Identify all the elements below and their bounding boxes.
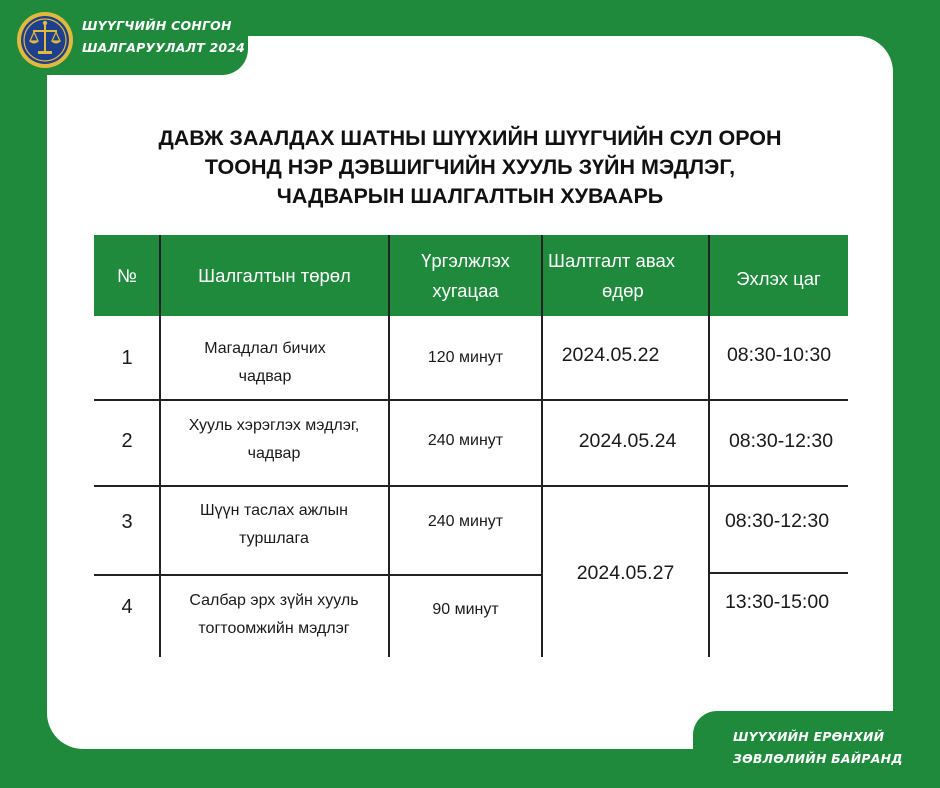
row-divider — [708, 572, 848, 574]
header-duration-line2: хугацаа — [432, 279, 499, 301]
exam-type — [160, 335, 370, 391]
row-number: 2 — [121, 429, 133, 452]
exam-type — [160, 497, 388, 553]
header-number: № — [117, 264, 137, 286]
exam-date: 2024.05.24 — [578, 429, 677, 452]
duration: 120 минут — [427, 349, 504, 366]
row-number: 1 — [121, 346, 133, 369]
duration: 240 минут — [427, 513, 504, 530]
title-line1: ДАВЖ ЗААЛДАХ ШАТНЫ ШҮҮХИЙН ШҮҮГЧИЙН СУЛ ОРОН — [158, 126, 782, 150]
exam-type-line1: Шүүн таслах ажлын — [200, 502, 348, 519]
org-name-line1: ШҮҮГЧИЙН СОНГОН — [82, 18, 232, 33]
row-number: 4 — [121, 595, 133, 618]
exam-type-line2: чадвар — [247, 445, 301, 462]
table-header — [94, 235, 848, 316]
venue — [733, 726, 903, 770]
start-time: 08:30-12:30 — [724, 509, 830, 532]
exam-type-line1: Хууль хэрэглэх мэдлэг, — [188, 417, 360, 434]
footer-badge — [693, 711, 940, 788]
exam-type-line1: Магадлал бичих — [204, 340, 326, 357]
header-duration — [389, 235, 542, 316]
header-exam-date — [542, 235, 709, 316]
title-line2: ТООНД НЭР ДЭВШИГЧИЙН ХУУЛЬ ЗҮЙН МЭДЛЭГ, — [204, 155, 736, 179]
org-name — [82, 15, 245, 59]
org-name-line2: ШАЛГАРУУЛАЛТ 2024 — [82, 40, 246, 55]
row-divider — [94, 574, 541, 576]
header-badge — [0, 0, 248, 75]
header-exam-type: Шалгалтын төрөл — [198, 264, 351, 286]
header-date-line2: өдөр — [602, 279, 644, 301]
exam-type — [160, 587, 388, 643]
start-time: 13:30-15:00 — [724, 590, 830, 613]
row-divider — [94, 399, 848, 401]
duration: 240 минут — [427, 432, 504, 449]
start-time: 08:30-10:30 — [726, 343, 832, 366]
row-divider — [94, 485, 848, 487]
page-title — [95, 124, 845, 211]
exam-type-line2: чадвар — [238, 368, 292, 385]
exam-type — [160, 412, 388, 468]
header-duration-line1: Үргэлжлэх — [421, 249, 510, 271]
exam-type-line2: туршлага — [239, 530, 309, 547]
venue-line2: ЗӨВЛӨЛИЙН БАЙРАНД — [733, 751, 903, 766]
title-line3: ЧАДВАРЫН ШАЛГАЛТЫН ХУВААРЬ — [276, 184, 664, 208]
exam-type-line2: тогтоомжийн мэдлэг — [198, 620, 350, 637]
header-start-time: Эхлэх цаг — [736, 267, 821, 289]
header-date-line1: Шалтгалт авах — [548, 249, 675, 271]
court-emblem-icon — [16, 11, 74, 69]
row-number: 3 — [121, 510, 133, 533]
duration: 90 минут — [432, 601, 499, 618]
exam-date-merged: 2024.05.27 — [576, 561, 675, 584]
start-time: 08:30-12:30 — [728, 429, 834, 452]
exam-date: 2024.05.22 — [561, 343, 660, 366]
venue-line1: ШҮҮХИЙН ЕРӨНХИЙ — [733, 729, 885, 744]
exam-type-line1: Салбар эрх зүйн хууль — [189, 592, 359, 609]
